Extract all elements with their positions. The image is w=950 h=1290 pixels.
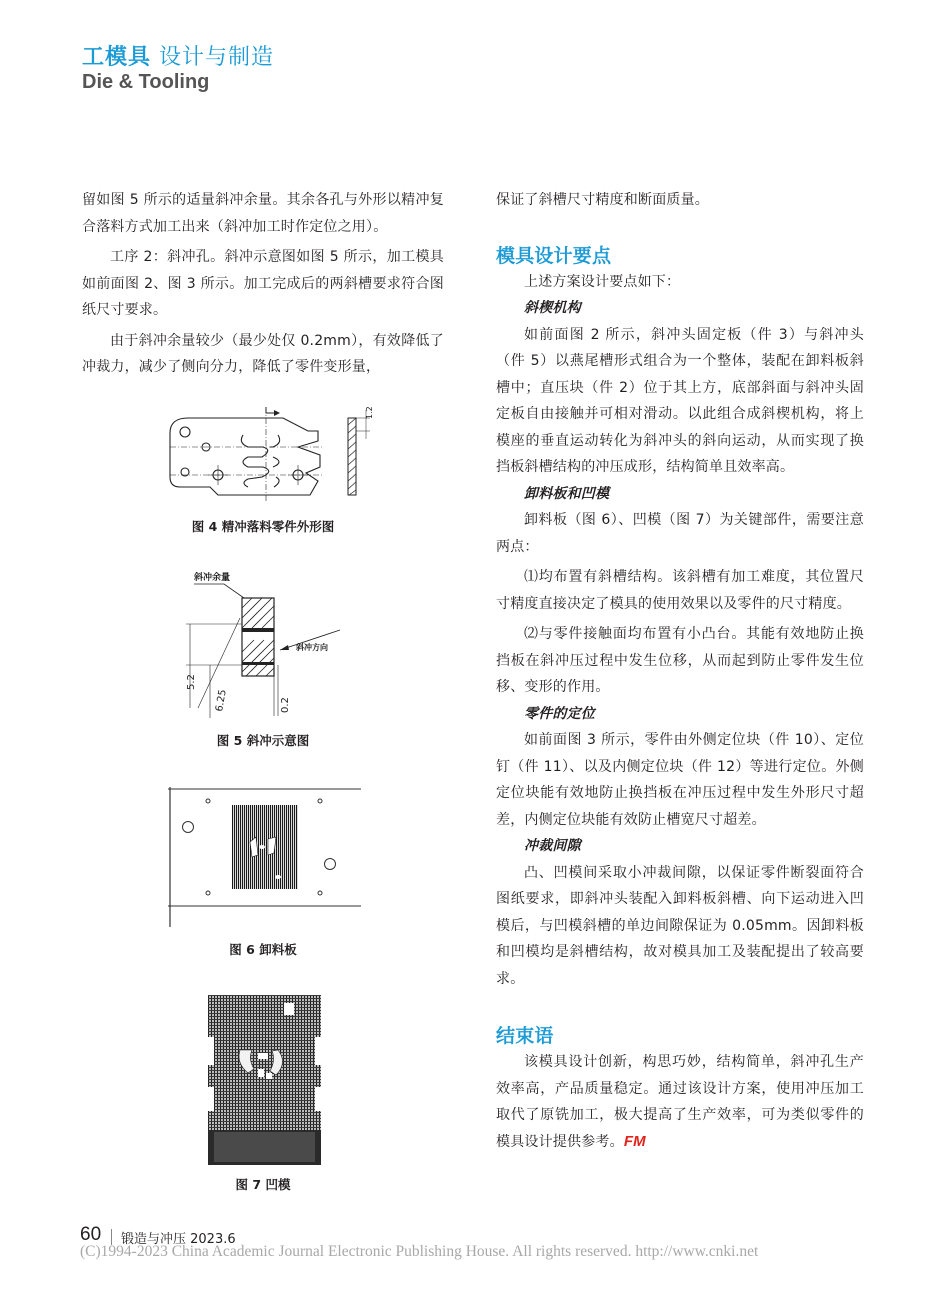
figure-4-drawing (158, 405, 380, 505)
paragraph: 凸、凹模间采取小冲裁间隙，以保证零件断裂面符合图纸要求，即斜冲头装配入卸料板斜槽、向下运动进入凹模后，与凹模斜槽的单边间隙保证为 0.05mm。因卸料板和凹模均是斜槽结构，故对模具加工及装配提出了较高要求。 (496, 864, 864, 987)
dimension-label: 1.2 (365, 406, 374, 419)
left-column (82, 187, 444, 381)
paragraph: 如前面图 2 所示，斜冲头固定板（件 3）与斜冲头（件 5）以燕尾槽形式组合为一个整体，装配在卸料板斜槽中；直压块（件 2）位于其上方，底部斜面与斜冲头固定板自由接触并可相对滑动。以此组合成斜楔机构，将上模座的垂直运动转化为斜冲头的斜向运动，从而实现了换挡板斜槽结构的冲压成形，结构简单且效率高。 (496, 326, 864, 475)
paragraph-text: 该模具设计创新，构思巧妙，结构简单，斜冲孔生产效率高，产品质量稳定。通过该设计方案，使用冲压加工取代了原铣加工，极大提高了生产效率，可为类似零件的模具设计提供参考。 (496, 1054, 864, 1150)
figure-7-photo (208, 995, 321, 1165)
subheading-clearance: 冲裁间隙 (524, 838, 581, 854)
allowance-label: 斜冲余量 (194, 573, 231, 583)
subheading-plate-die: 卸料板和凹模 (524, 485, 610, 502)
paragraph: 卸料板（图 6）、凹模（图 7）为关键部件，需要注意两点： (496, 512, 864, 555)
paragraph: 留如图 5 所示的适量斜冲余量。其余各孔与外形以精冲复合落料方式加工出来（斜冲加工时作定位之用）。 (82, 192, 444, 235)
dimension-label: 0.2 (280, 697, 291, 713)
section-heading-design-points: 模具设计要点 (496, 244, 612, 267)
dimension-label: 6.25 (214, 688, 229, 713)
paragraph: 保证了斜槽尺寸精度和断面质量。 (496, 192, 709, 208)
paragraph: ⑴均布置有斜槽结构。该斜槽有加工难度，其位置尺寸精度直接决定了模具的使用效果以及零件的尺寸精度。 (496, 569, 864, 612)
section-heading-conclusion: 结束语 (496, 1025, 554, 1047)
figure-6-caption: 图 6 卸料板 (229, 942, 297, 957)
dimension-label: 5.2 (186, 674, 197, 690)
journal-section-title-en: Die & Tooling (82, 71, 210, 93)
figure-7-caption: 图 7 凹模 (235, 1177, 291, 1192)
paragraph: 工序 2：斜冲孔。斜冲示意图如图 5 所示，加工模具如前面图 2、图 3 所示。加工完成后的两斜槽要求符合图纸尺寸要求。 (82, 249, 444, 318)
subheading-positioning: 零件的定位 (524, 705, 595, 722)
paragraph: 上述方案设计要点如下： (524, 273, 681, 290)
figure-5-drawing (180, 568, 350, 718)
figure-4-caption: 图 4 精冲落料零件外形图 (191, 519, 335, 534)
right-column (496, 187, 864, 1155)
figure-5-caption: 图 5 斜冲示意图 (216, 733, 310, 748)
figure-6-photo (168, 787, 361, 927)
paragraph: ⑵与零件接触面均布置有小凸台。其能有效地防止换挡板在斜冲压过程中发生位移，从而起到防止零件发生位移、变形的作用。 (496, 626, 864, 695)
journal-section-title: 工模具 设计与制造 (82, 45, 275, 70)
paragraph: 由于斜冲余量较少（最少处仅 0.2mm），有效降低了冲裁力，减少了侧向分力，降低了零件变形量， (82, 332, 444, 375)
paragraph: 如前面图 3 所示，零件由外侧定位块（件 10）、定位钉（件 11）、以及内侧定位块（件 12）等进行定位。外侧定位块能有效地防止换挡板在冲压过程中发生外形尺寸超差，内侧定位块能有效防止槽宽尺寸超差。 (496, 732, 864, 828)
copyright-notice: (C)1994-2023 China Academic Journal Electronic Publishing House. All rights reserved. http://www.cnki.net (80, 1243, 759, 1260)
end-mark: FM (623, 1132, 646, 1150)
page-number: 60 (80, 1224, 102, 1245)
direction-label: 斜冲方向 (296, 643, 328, 652)
paragraph (496, 1049, 864, 1155)
journal-issue: 锻造与冲压 2023.6 (121, 1232, 236, 1247)
subheading-wedge: 斜楔机构 (524, 300, 581, 316)
